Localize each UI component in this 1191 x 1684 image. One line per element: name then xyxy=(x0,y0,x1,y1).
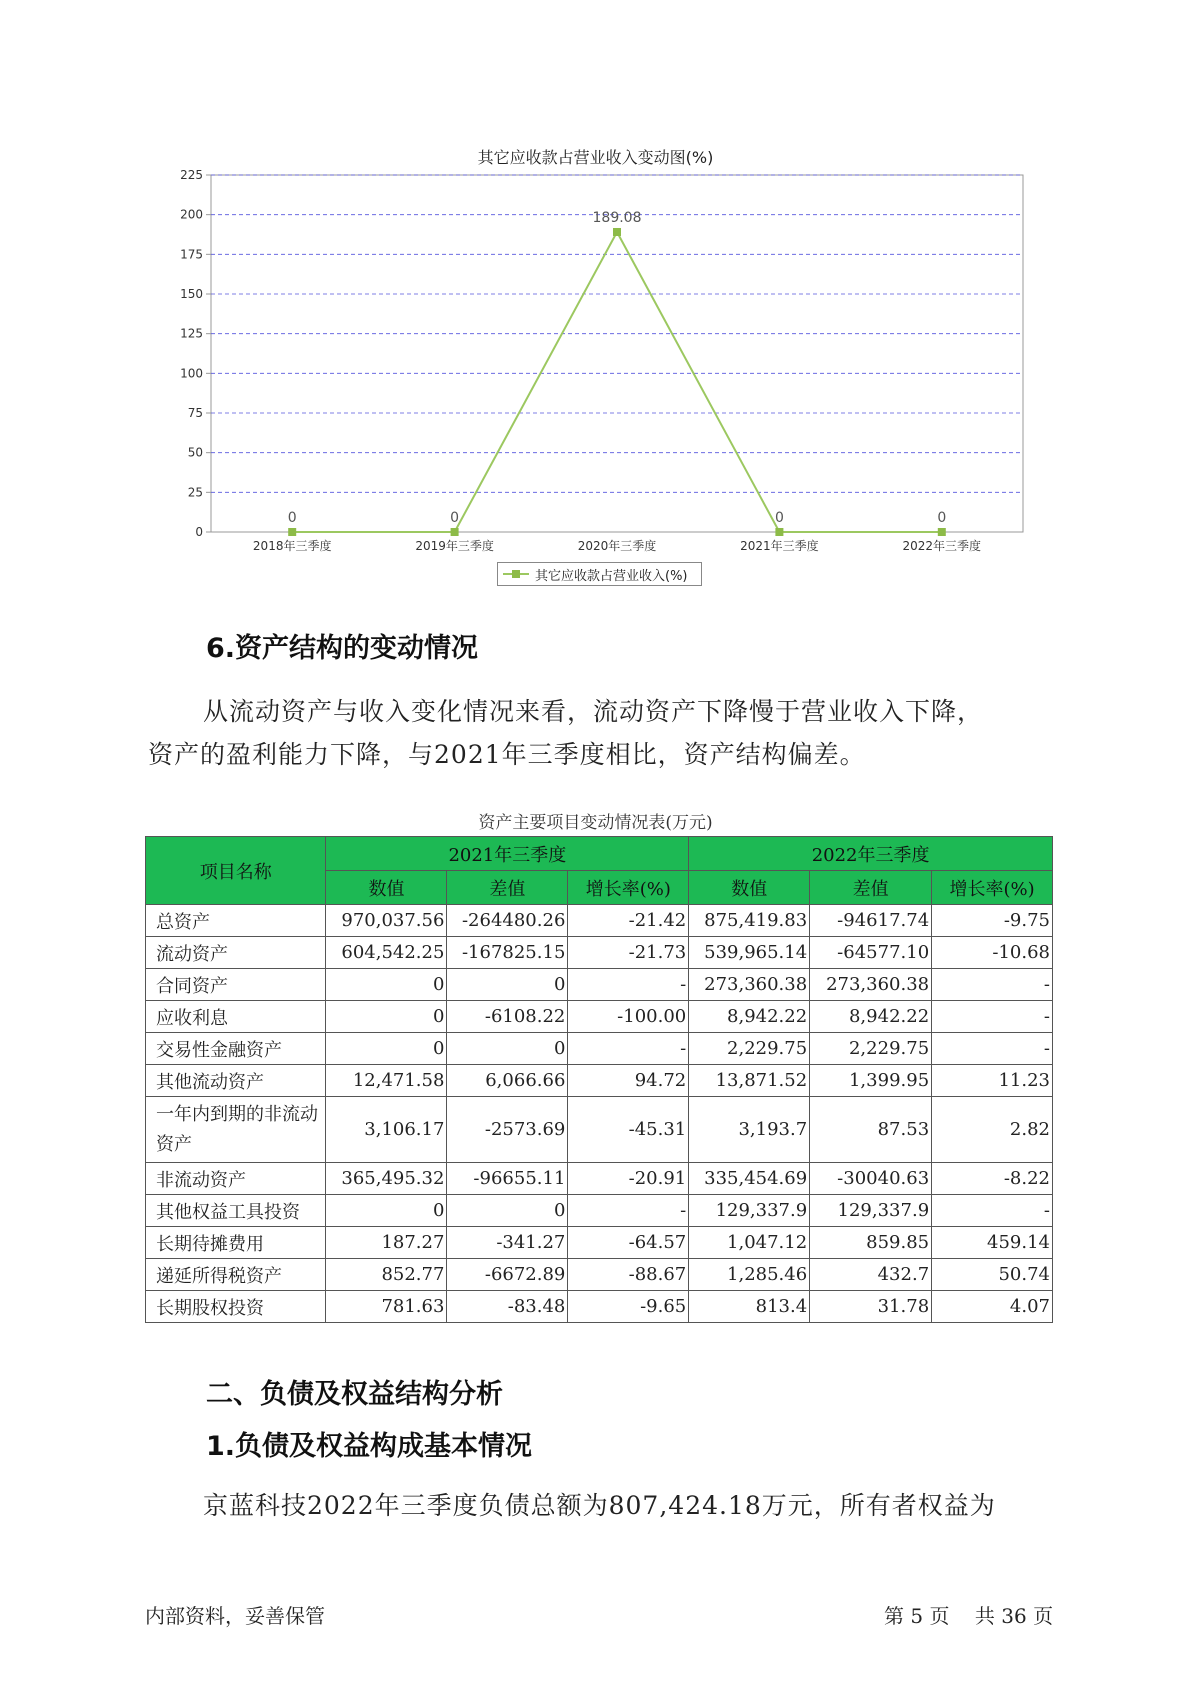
data-label: 0 xyxy=(774,510,784,526)
subheader-value: 数值 xyxy=(689,871,810,905)
row-cell: 31.78 xyxy=(810,1291,932,1323)
y-tick-label: 50 xyxy=(187,445,203,460)
data-point-marker xyxy=(775,528,783,536)
table-row xyxy=(146,1065,1053,1097)
row-cell: 0 xyxy=(326,1033,447,1065)
row-cell: -2573.69 xyxy=(447,1097,568,1163)
row-item-name: 总资产 xyxy=(146,905,326,937)
row-cell: - xyxy=(568,1033,689,1065)
row-cell: -9.65 xyxy=(568,1291,689,1323)
row-cell: -9.75 xyxy=(932,905,1053,937)
data-point-marker xyxy=(451,528,459,536)
paragraph-line-1: 从流动资产与收入变化情况来看，流动资产下降慢于营业收入下降， xyxy=(203,697,984,726)
row-cell: 4.07 xyxy=(932,1291,1053,1323)
row-cell: 2,229.75 xyxy=(689,1033,810,1065)
subsection-heading-composition: 1.负债及权益构成基本情况 xyxy=(206,1431,533,1462)
row-cell: -8.22 xyxy=(932,1163,1053,1195)
row-cell: -100.00 xyxy=(568,1001,689,1033)
row-cell: 6,066.66 xyxy=(447,1065,568,1097)
row-cell: 0 xyxy=(447,1195,568,1227)
row-cell: -64.57 xyxy=(568,1227,689,1259)
table-row xyxy=(146,1097,1053,1163)
row-cell: 0 xyxy=(326,969,447,1001)
x-tick-label: 2022年三季度 xyxy=(902,539,982,553)
section-heading-liabilities: 二、负债及权益结构分析 xyxy=(206,1379,503,1410)
y-tick-label: 125 xyxy=(180,326,203,341)
paragraph-liabilities: 京蓝科技2022年三季度负债总额为807,424.18万元，所有者权益为 xyxy=(203,1491,996,1520)
row-cell: 8,942.22 xyxy=(810,1001,932,1033)
y-tick-label: 100 xyxy=(180,366,203,381)
row-cell: 813.4 xyxy=(689,1291,810,1323)
row-cell: 0 xyxy=(447,969,568,1001)
row-cell: -264480.26 xyxy=(447,905,568,937)
subheader-growth-rate: 增长率(%) xyxy=(932,871,1053,905)
data-label: 0 xyxy=(287,510,297,526)
data-label: 0 xyxy=(450,510,460,526)
y-tick-label: 150 xyxy=(180,287,203,301)
row-cell: 875,419.83 xyxy=(689,905,810,937)
subheader-growth-rate: 增长率(%) xyxy=(568,871,689,905)
row-item-name: 非流动资产 xyxy=(146,1163,326,1195)
header-item-name: 项目名称 xyxy=(146,837,326,905)
table-row xyxy=(146,1227,1053,1259)
row-cell: -6672.89 xyxy=(447,1259,568,1291)
table-row xyxy=(146,969,1053,1001)
row-cell: 2,229.75 xyxy=(810,1033,932,1065)
row-cell: 94.72 xyxy=(568,1065,689,1097)
row-cell: -341.27 xyxy=(447,1227,568,1259)
row-item-name: 长期待摊费用 xyxy=(146,1227,326,1259)
row-item-name: 应收利息 xyxy=(146,1001,326,1033)
row-cell: -21.42 xyxy=(568,905,689,937)
row-cell: 459.14 xyxy=(932,1227,1053,1259)
footer-left: 内部资料，妥善保管 xyxy=(145,1604,325,1628)
row-cell: 12,471.58 xyxy=(326,1065,447,1097)
row-cell: 273,360.38 xyxy=(810,969,932,1001)
y-tick-label: 75 xyxy=(187,406,203,420)
chart-container xyxy=(0,0,1191,600)
x-tick-label: 2019年三季度 xyxy=(415,539,494,553)
x-tick-label: 2020年三季度 xyxy=(577,539,657,553)
row-cell: 432.7 xyxy=(810,1259,932,1291)
data-point-marker xyxy=(613,228,621,236)
subheader-difference: 差值 xyxy=(810,871,932,905)
legend-line-marker-icon xyxy=(503,573,529,575)
table-row xyxy=(146,1195,1053,1227)
paragraph-line-2: 资产的盈利能力下降，与2021年三季度相比，资产结构偏差。 xyxy=(148,740,866,769)
page-label-suffix: 页 xyxy=(929,1604,950,1628)
row-cell: 129,337.9 xyxy=(810,1195,932,1227)
section-heading-asset-structure: 6.资产结构的变动情况 xyxy=(206,633,479,664)
row-cell: 539,965.14 xyxy=(689,937,810,969)
y-tick-label: 25 xyxy=(187,485,203,500)
data-point-marker xyxy=(288,528,296,536)
header-period-2022: 2022年三季度 xyxy=(689,837,1053,871)
row-cell: -167825.15 xyxy=(447,937,568,969)
row-item-name: 交易性金融资产 xyxy=(146,1033,326,1065)
row-cell: - xyxy=(568,969,689,1001)
row-cell: -30040.63 xyxy=(810,1163,932,1195)
row-cell: 0 xyxy=(326,1001,447,1033)
row-cell: 1,047.12 xyxy=(689,1227,810,1259)
table-caption: 资产主要项目变动情况表(万元) xyxy=(478,813,713,833)
table-row xyxy=(146,937,1053,969)
y-tick-label: 225 xyxy=(180,168,203,182)
row-cell: -21.73 xyxy=(568,937,689,969)
row-cell: 0 xyxy=(447,1033,568,1065)
row-cell: -88.67 xyxy=(568,1259,689,1291)
footer-page-info xyxy=(884,1600,1053,1629)
row-cell: - xyxy=(932,969,1053,1001)
data-point-marker xyxy=(938,528,946,536)
row-cell: -10.68 xyxy=(932,937,1053,969)
row-item-name: 长期股权投资 xyxy=(146,1291,326,1323)
row-cell: 852.77 xyxy=(326,1259,447,1291)
row-item-name: 递延所得税资产 xyxy=(146,1259,326,1291)
table-row xyxy=(146,1163,1053,1195)
row-cell: 365,495.32 xyxy=(326,1163,447,1195)
row-item-name: 一年内到期的非流动资产 xyxy=(146,1097,326,1163)
row-item-name: 合同资产 xyxy=(146,969,326,1001)
row-item-name: 其他流动资产 xyxy=(146,1065,326,1097)
row-cell: 0 xyxy=(326,1195,447,1227)
row-cell: 335,454.69 xyxy=(689,1163,810,1195)
series-line xyxy=(292,232,942,532)
header-period-2021: 2021年三季度 xyxy=(326,837,689,871)
row-cell: - xyxy=(932,1195,1053,1227)
row-cell: 859.85 xyxy=(810,1227,932,1259)
table-row xyxy=(146,1291,1053,1323)
subheader-value: 数值 xyxy=(326,871,447,905)
row-cell: -45.31 xyxy=(568,1097,689,1163)
table-row xyxy=(146,1001,1053,1033)
asset-change-table xyxy=(145,836,1053,1323)
subheader-difference: 差值 xyxy=(447,871,568,905)
page-label-prefix: 第 xyxy=(884,1604,904,1628)
row-cell: 13,871.52 xyxy=(689,1065,810,1097)
row-cell: 781.63 xyxy=(326,1291,447,1323)
row-cell: 129,337.9 xyxy=(689,1195,810,1227)
row-cell: - xyxy=(932,1001,1053,1033)
row-item-name: 流动资产 xyxy=(146,937,326,969)
x-tick-label: 2018年三季度 xyxy=(252,539,332,553)
legend-label: 其它应收款占营业收入(%) xyxy=(535,568,688,584)
total-label-prefix: 共 xyxy=(974,1604,995,1628)
row-cell: 273,360.38 xyxy=(689,969,810,1001)
row-cell: -94617.74 xyxy=(810,905,932,937)
page-number: 5 xyxy=(910,1604,924,1628)
row-cell: -64577.10 xyxy=(810,937,932,969)
row-cell: 11.23 xyxy=(932,1065,1053,1097)
row-cell: -96655.11 xyxy=(447,1163,568,1195)
row-cell: - xyxy=(568,1195,689,1227)
table-row xyxy=(146,1259,1053,1291)
total-label-suffix: 页 xyxy=(1033,1604,1054,1628)
row-cell: 8,942.22 xyxy=(689,1001,810,1033)
y-tick-label: 175 xyxy=(180,247,203,262)
row-cell: -83.48 xyxy=(447,1291,568,1323)
data-label: 0 xyxy=(937,510,947,526)
row-cell: 3,106.17 xyxy=(326,1097,447,1163)
row-cell: - xyxy=(932,1033,1053,1065)
y-tick-label: 200 xyxy=(180,207,203,222)
row-cell: 187.27 xyxy=(326,1227,447,1259)
x-tick-label: 2021年三季度 xyxy=(740,539,819,553)
row-cell: 970,037.56 xyxy=(326,905,447,937)
row-cell: 87.53 xyxy=(810,1097,932,1163)
data-label: 189.08 xyxy=(592,209,642,226)
row-cell: 1,399.95 xyxy=(810,1065,932,1097)
table-row xyxy=(146,905,1053,937)
row-cell: 3,193.7 xyxy=(689,1097,810,1163)
row-cell: 2.82 xyxy=(932,1097,1053,1163)
row-item-name: 其他权益工具投资 xyxy=(146,1195,326,1227)
chart-legend xyxy=(497,562,702,586)
row-cell: 604,542.25 xyxy=(326,937,447,969)
total-pages: 36 xyxy=(1001,1604,1027,1628)
chart-title: 其它应收款占营业收入变动图(%) xyxy=(477,148,714,167)
line-chart xyxy=(0,0,1191,600)
table-row xyxy=(146,1033,1053,1065)
row-cell: 1,285.46 xyxy=(689,1259,810,1291)
row-cell: -6108.22 xyxy=(447,1001,568,1033)
row-cell: -20.91 xyxy=(568,1163,689,1195)
y-tick-label: 0 xyxy=(195,525,203,539)
row-cell: 50.74 xyxy=(932,1259,1053,1291)
